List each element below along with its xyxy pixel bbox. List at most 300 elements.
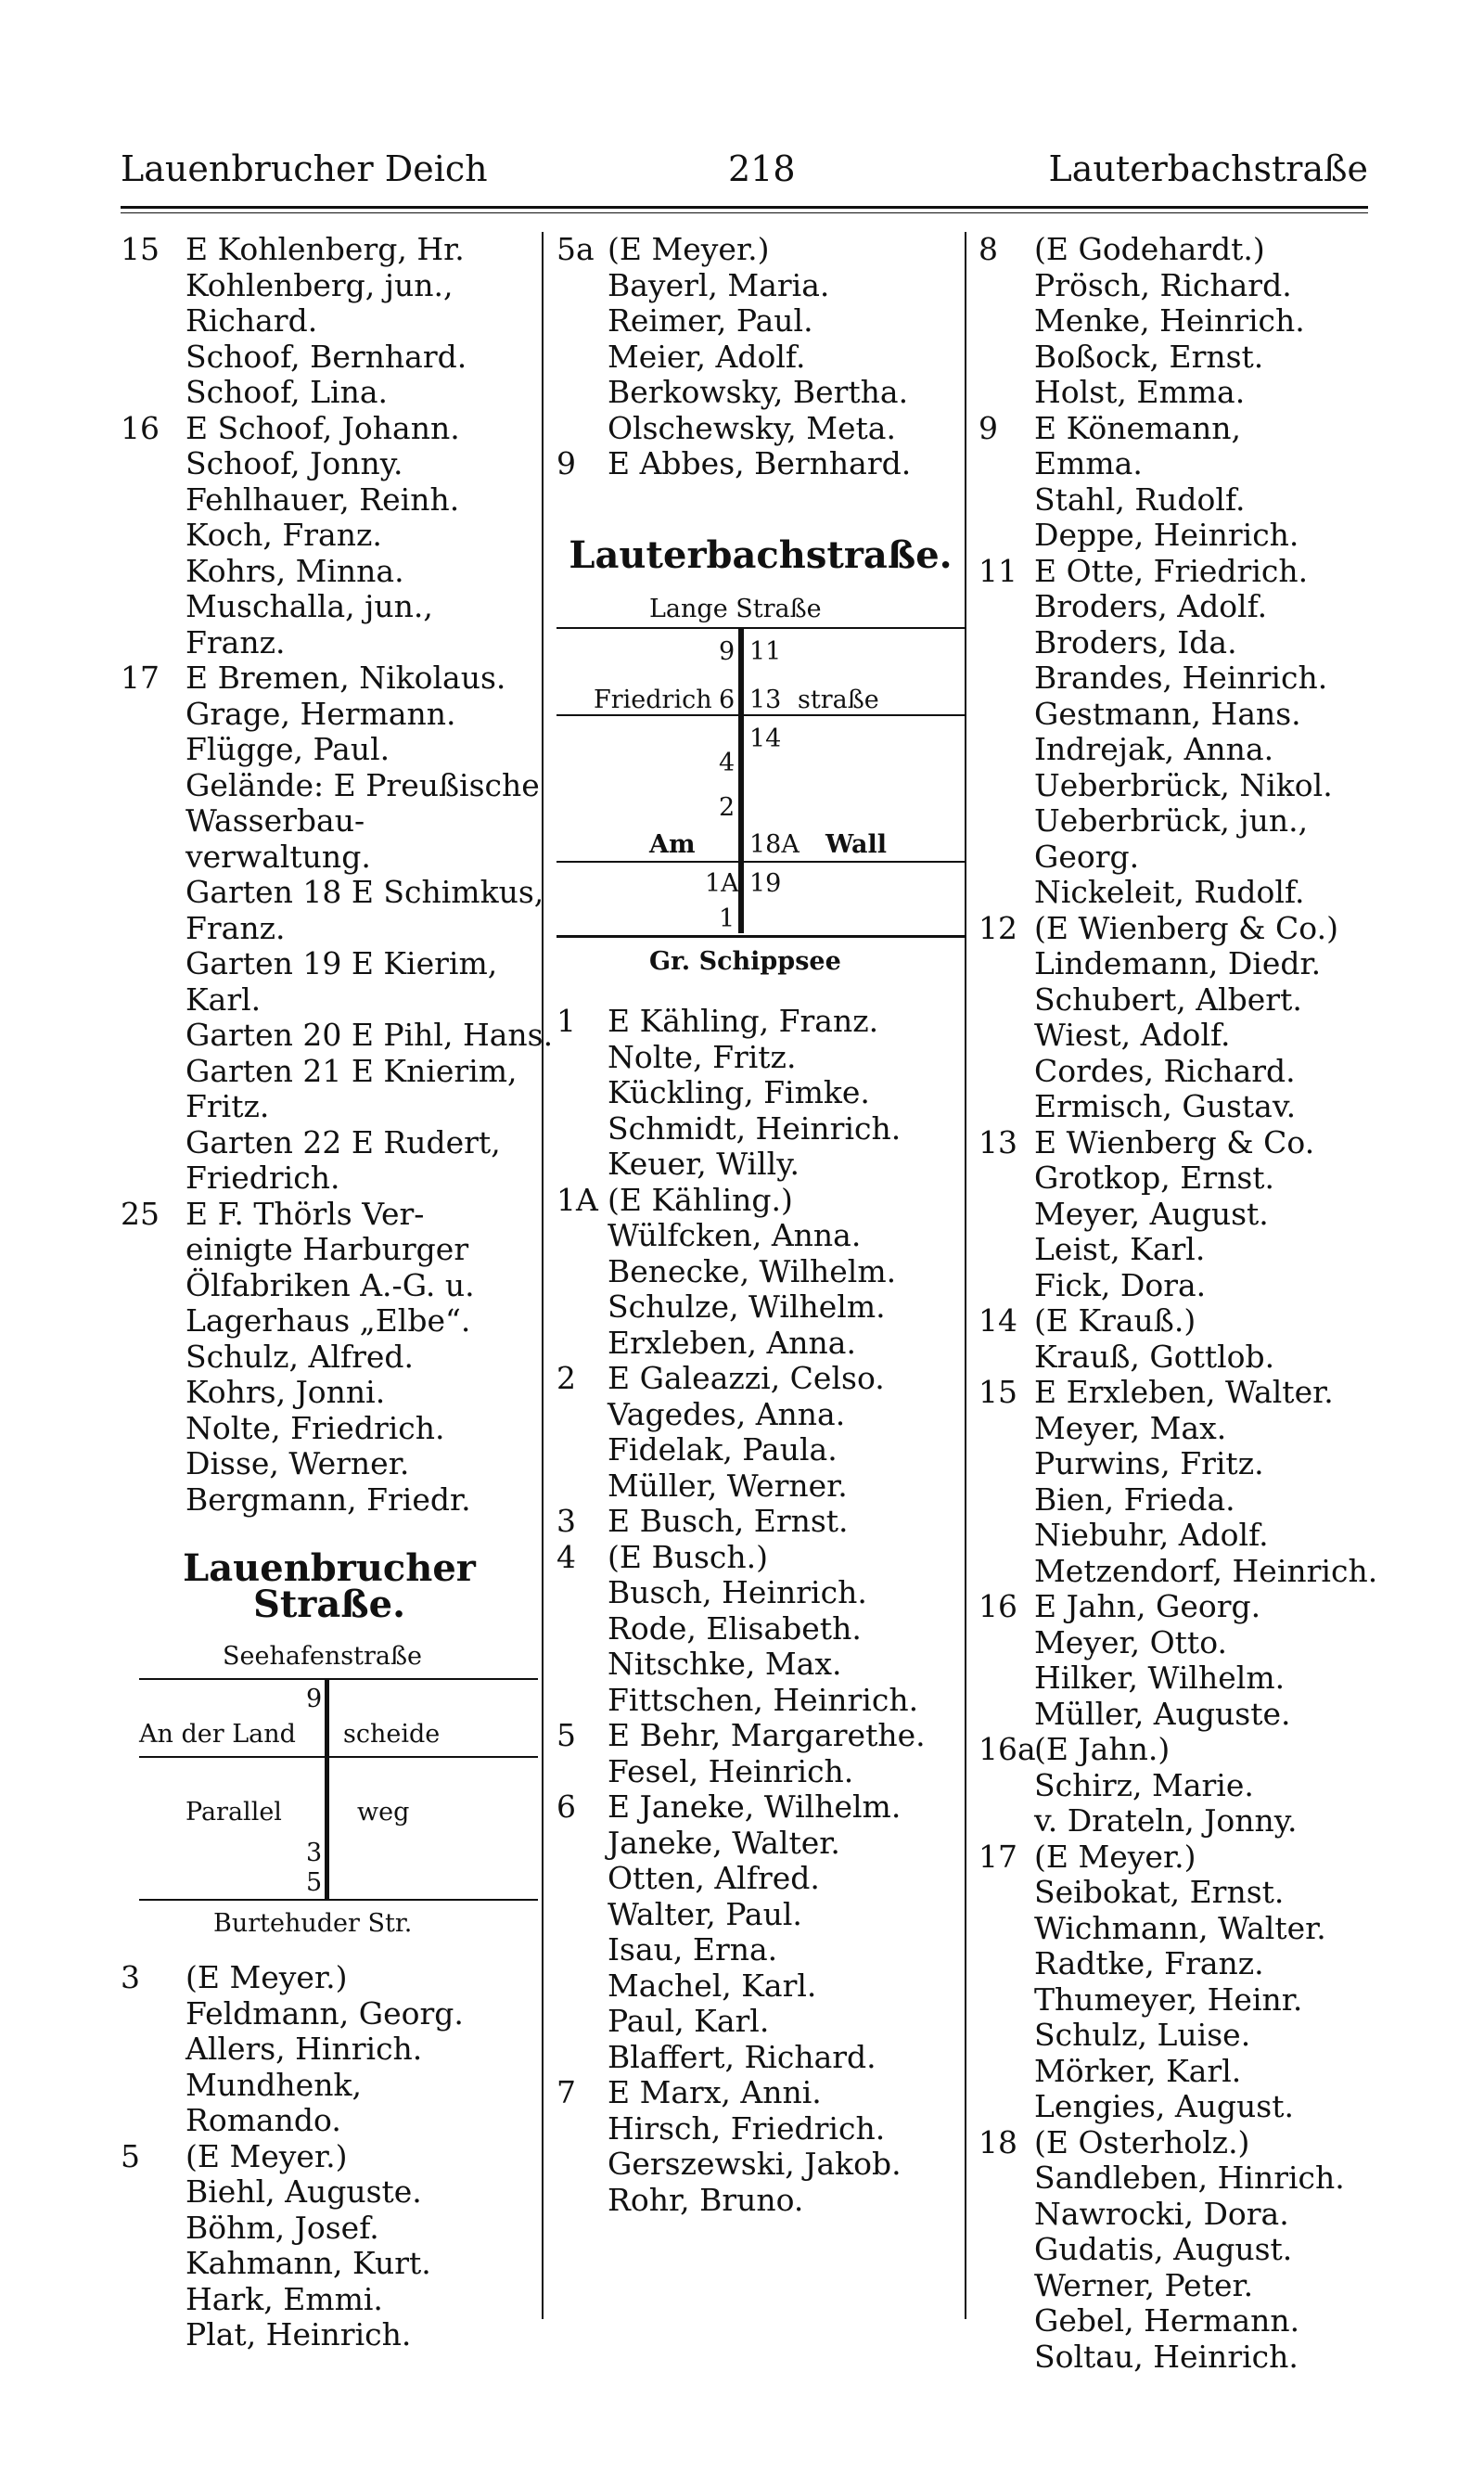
- diagram-label: weg: [357, 1798, 410, 1827]
- house-number: 18: [979, 2123, 1017, 2160]
- diagram-label: straße: [798, 686, 879, 714]
- directory-entry: [979, 1982, 1387, 2019]
- directory-entry: [121, 803, 538, 840]
- directory-entry: [979, 625, 1387, 661]
- directory-entry: [121, 2246, 538, 2282]
- entry-text: Georg.: [1034, 838, 1140, 875]
- directory-entry: [121, 2317, 538, 2353]
- column-divider-1: [542, 232, 544, 2319]
- house-number: 9: [979, 409, 998, 446]
- entry-text: (E Meyer.): [1034, 1838, 1196, 1875]
- entry-text: (E Busch.): [608, 1538, 768, 1575]
- directory-entry: [121, 2174, 538, 2211]
- entry-text: Metzendorf, Heinrich.: [1034, 1552, 1378, 1589]
- directory-entry: [979, 875, 1387, 911]
- entry-list: [556, 232, 965, 482]
- directory-entry: [556, 2075, 965, 2111]
- entry-text: Garten 21 E Knierim,: [186, 1052, 518, 1089]
- entry-text: Gebel, Hermann.: [1034, 2302, 1300, 2339]
- directory-entry: [979, 411, 1387, 447]
- directory-entry: [979, 1768, 1387, 1804]
- directory-entry: [979, 697, 1387, 733]
- entry-text: Bien, Frieda.: [1034, 1481, 1235, 1518]
- street-diagram: [121, 1639, 538, 1936]
- directory-entry: [979, 803, 1387, 840]
- entry-text: Garten 18 E Schimkus,: [186, 874, 544, 910]
- entry-text: Fick, Dora.: [1034, 1266, 1207, 1303]
- entry-text: Kahmann, Kurt.: [186, 2245, 431, 2281]
- entry-text: Cordes, Richard.: [1034, 1052, 1296, 1089]
- entry-text: Purwins, Fritz.: [1034, 1445, 1264, 1481]
- entry-text: Franz.: [186, 623, 286, 660]
- diagram-number: 4: [719, 749, 736, 777]
- diagram-number: 6: [719, 686, 736, 714]
- entry-text: Ueberbrück, Nikol.: [1034, 766, 1333, 803]
- entry-text: v. Drateln, Jonny.: [1034, 1802, 1298, 1839]
- entry-text: E F. Thörls Ver-: [186, 1195, 425, 1232]
- house-number: 15: [121, 231, 160, 267]
- house-number: 6: [556, 1788, 576, 1825]
- directory-entry: [121, 1054, 538, 1090]
- entry-text: Plat, Heinrich.: [186, 2316, 412, 2352]
- house-number: 14: [979, 1302, 1017, 1339]
- entry-text: Paul, Karl.: [608, 2003, 770, 2039]
- directory-entry: [979, 1839, 1387, 1876]
- diagram-top-street: Seehafenstraße: [223, 1642, 423, 1671]
- entry-text: Holst, Emma.: [1034, 374, 1246, 410]
- entry-text: Flügge, Paul.: [186, 731, 390, 767]
- entry-text: Keuer, Willy.: [608, 1146, 800, 1182]
- directory-entry: [556, 1397, 965, 1433]
- entry-text: Fesel, Heinrich.: [608, 1752, 854, 1789]
- entry-text: Blaffert, Richard.: [608, 2038, 876, 2075]
- entry-text: Richard.: [186, 302, 318, 339]
- entry-text: Berkowsky, Bertha.: [608, 374, 909, 410]
- entry-text: (E Wienberg & Co.): [1034, 909, 1338, 946]
- entry-text: Indrejak, Anna.: [1034, 731, 1274, 767]
- directory-entry: [979, 1160, 1387, 1197]
- directory-entry: [979, 1089, 1387, 1125]
- directory-entry: [979, 1197, 1387, 1233]
- entry-text: (E Meyer.): [608, 231, 770, 267]
- directory-entry: [556, 1289, 965, 1326]
- directory-entry: [121, 946, 538, 982]
- entry-text: Müller, Auguste.: [1034, 1695, 1291, 1732]
- diagram-number: 5: [306, 1868, 323, 1897]
- directory-entry: [556, 1183, 965, 1219]
- directory-entry: [979, 2054, 1387, 2090]
- entry-text: Stahl, Rudolf.: [1034, 481, 1246, 518]
- house-number: 16: [121, 409, 160, 446]
- header-rule: [121, 206, 1368, 209]
- directory-entry: [121, 1125, 538, 1161]
- directory-entry: [979, 482, 1387, 519]
- house-number: 16: [979, 1588, 1017, 1624]
- diagram-number: 3: [306, 1839, 323, 1867]
- entry-list: [121, 231, 554, 1518]
- directory-entry: [556, 268, 965, 304]
- directory-entry: [979, 1732, 1387, 1768]
- house-number: 5: [556, 1717, 576, 1753]
- directory-entry: [979, 840, 1387, 876]
- house-number: 13: [979, 1123, 1017, 1160]
- house-number: 8: [979, 231, 998, 267]
- diagram-bottom-street: Gr. Schippsee: [649, 947, 841, 976]
- entry-text: E Erxleben, Walter.: [1034, 1374, 1334, 1410]
- directory-entry: [556, 1326, 965, 1362]
- entry-text: (E Jahn.): [1034, 1731, 1171, 1767]
- column-1: [121, 231, 554, 2353]
- diagram-number: 18A: [749, 830, 800, 859]
- entry-text: Kückling, Fimke.: [608, 1074, 870, 1110]
- entry-text: Schulz, Alfred.: [186, 1338, 415, 1375]
- entry-text: Lindemann, Diedr.: [1034, 945, 1322, 981]
- entry-text: Franz.: [186, 909, 286, 946]
- directory-entry: [979, 1875, 1387, 1911]
- entry-text: Nickeleit, Rudolf.: [1034, 874, 1305, 910]
- directory-entry: [121, 1340, 538, 1376]
- directory-entry: [979, 2160, 1387, 2197]
- entry-text: verwaltung.: [186, 838, 371, 875]
- directory-entry: [121, 660, 538, 697]
- entry-text: Deppe, Heinrich.: [1034, 517, 1299, 553]
- entry-list: [556, 1004, 965, 2218]
- entry-text: Feldmann, Georg.: [186, 1994, 464, 2032]
- directory-entry: [979, 1268, 1387, 1304]
- entry-text: Lengies, August.: [1034, 2088, 1294, 2124]
- house-number: 25: [121, 1195, 160, 1232]
- entry-text: Meyer, Otto.: [1034, 1623, 1227, 1660]
- house-number: 5: [121, 2137, 140, 2174]
- house-number: 9: [556, 445, 576, 481]
- directory-entry: [556, 303, 965, 340]
- directory-entry: [121, 874, 544, 911]
- diagram-number: 9: [719, 637, 736, 666]
- entry-text: Bayerl, Maria.: [608, 266, 830, 303]
- entry-text: Wasserbau-: [186, 802, 365, 839]
- entry-text: Mundhenk,: [186, 2066, 362, 2103]
- entry-text: Nolte, Friedrich.: [186, 1409, 445, 1446]
- directory-entry: [979, 1375, 1387, 1411]
- entry-text: Friedrich.: [186, 1160, 340, 1196]
- entry-text: Grage, Hermann.: [186, 695, 456, 732]
- directory-entry: [556, 1218, 965, 1254]
- diagram-number: 2: [719, 793, 736, 822]
- entry-text: Emma.: [1034, 445, 1143, 481]
- entry-text: Müller, Werner.: [608, 1467, 848, 1504]
- directory-entry: [556, 1361, 965, 1397]
- directory-entry: [121, 2139, 538, 2175]
- diagram-number: 1: [719, 904, 736, 933]
- directory-entry: [121, 1303, 538, 1340]
- entry-text: E Busch, Ernst.: [608, 1503, 849, 1539]
- directory-entry: [121, 982, 538, 1019]
- directory-entry: [979, 2268, 1387, 2304]
- entry-text: Niebuhr, Adolf.: [1034, 1517, 1269, 1553]
- entry-text: Isau, Erna.: [608, 1931, 778, 1968]
- directory-entry: [121, 554, 538, 590]
- entry-text: Fehlhauer, Reinh.: [186, 481, 460, 518]
- entry-text: Schirz, Marie.: [1034, 1766, 1254, 1803]
- directory-entry: [121, 1375, 538, 1411]
- diagram-bottom-street: Burtehuder Str.: [213, 1909, 413, 1938]
- entry-text: Ueberbrück, jun.,: [1034, 802, 1309, 839]
- directory-entry: [556, 1647, 965, 1683]
- directory-entry: [979, 2089, 1387, 2125]
- directory-entry: [556, 2004, 965, 2040]
- entry-text: einigte Harburger: [186, 1231, 469, 1267]
- diagram-line: [139, 1899, 538, 1901]
- directory-entry: [556, 1540, 965, 1576]
- directory-entry: [979, 589, 1387, 625]
- entry-text: Sandleben, Hinrich.: [1034, 2160, 1345, 2196]
- entry-text: E Galeazzi, Celso.: [608, 1360, 885, 1396]
- page-header: [121, 148, 1368, 195]
- entry-text: Seibokat, Ernst.: [1034, 1874, 1285, 1910]
- directory-entry: [979, 340, 1387, 376]
- entry-text: E Könemann,: [1034, 409, 1241, 446]
- entry-text: E Wienberg & Co.: [1034, 1123, 1315, 1160]
- directory-entry: [121, 1996, 538, 2032]
- entry-text: (E Kähling.): [608, 1181, 793, 1218]
- diagram-vertical: [325, 1678, 329, 1899]
- entry-text: Gestmann, Hans.: [1034, 695, 1301, 732]
- directory-entry: [121, 2103, 538, 2139]
- directory-entry: [979, 2018, 1387, 2054]
- directory-entry: [556, 340, 965, 376]
- entry-text: Walter, Paul.: [608, 1895, 802, 1932]
- entry-text: Otten, Alfred.: [608, 1860, 820, 1896]
- entry-text: Schoof, Bernhard.: [186, 338, 467, 375]
- directory-entry: [979, 946, 1387, 982]
- directory-entry: [556, 1718, 965, 1754]
- entry-text: Kohlenberg, jun.,: [186, 266, 454, 303]
- directory-entry: [556, 1754, 965, 1790]
- header-left-street: Lauenbrucher Deich: [121, 148, 488, 189]
- directory-entry: [556, 1040, 965, 1076]
- directory-entry: [979, 1589, 1387, 1625]
- entry-text: Garten 22 E Rudert,: [186, 1123, 501, 1160]
- entry-text: Hark, Emmi.: [186, 2280, 383, 2317]
- house-number: 5a: [556, 231, 595, 267]
- directory-entry: [979, 1232, 1387, 1268]
- entry-text: (E Krauß.): [1034, 1302, 1196, 1339]
- entry-text: Machel, Karl.: [608, 1967, 817, 2004]
- entry-text: Ölfabriken A.-G. u.: [186, 1266, 475, 1303]
- entry-text: Broders, Adolf.: [1034, 588, 1268, 624]
- diagram-number: 13: [749, 686, 782, 714]
- diagram-label: Parallel: [186, 1798, 282, 1827]
- diagram-number: 11: [749, 637, 782, 666]
- directory-entry: [979, 518, 1387, 554]
- section-heading: Lauenbrucher Straße.: [183, 1546, 476, 1626]
- entry-text: Wichmann, Walter.: [1034, 1909, 1326, 1946]
- entry-text: Disse, Werner.: [186, 1445, 410, 1481]
- directory-entry: [121, 1017, 554, 1054]
- directory-entry: [979, 982, 1387, 1019]
- diagram-line: [556, 861, 965, 863]
- directory-entry: [979, 2197, 1387, 2233]
- entry-text: Rohr, Bruno.: [608, 2181, 804, 2218]
- directory-entry: [121, 1411, 538, 1447]
- directory-entry: [556, 1254, 965, 1290]
- entry-text: Ermisch, Gustav.: [1034, 1088, 1297, 1124]
- entry-text: Lagerhaus „Elbe“.: [186, 1302, 471, 1339]
- entry-text: Broders, Ida.: [1034, 623, 1237, 660]
- directory-entry: [979, 232, 1387, 268]
- entry-text: Gudatis, August.: [1034, 2231, 1293, 2267]
- entry-text: Karl.: [186, 981, 262, 1018]
- directory-entry: [556, 2147, 965, 2183]
- entry-text: (E Godehardt.): [1034, 231, 1265, 267]
- directory-entry: [121, 732, 538, 768]
- directory-entry: [121, 340, 538, 376]
- directory-entry: [121, 840, 538, 876]
- directory-entry: [121, 446, 538, 482]
- directory-entry: [556, 1575, 965, 1611]
- directory-entry: [979, 1554, 1387, 1590]
- house-number: 1A: [556, 1181, 598, 1218]
- directory-entry: [979, 1803, 1387, 1839]
- directory-entry: [121, 589, 538, 625]
- entry-text: (E Meyer.): [186, 2137, 348, 2174]
- directory-entry: [556, 232, 965, 268]
- directory-entry: [121, 2068, 538, 2104]
- entry-text: Schoof, Jonny.: [186, 445, 403, 481]
- entry-text: Fidelak, Paula.: [608, 1431, 838, 1468]
- entry-text: Brandes, Heinrich.: [1034, 660, 1328, 696]
- directory-entry: [979, 1660, 1387, 1697]
- entry-text: Gerszewski, Jakob.: [608, 2146, 902, 2182]
- entry-text: Schubert, Albert.: [1034, 981, 1302, 1018]
- directory-entry: [979, 303, 1387, 340]
- diagram-line: [139, 1756, 538, 1758]
- header-rule-thin: [121, 212, 1368, 213]
- directory-entry: [556, 1432, 965, 1468]
- directory-entry: [979, 1625, 1387, 1661]
- entry-text: (E Osterholz.): [1034, 2123, 1250, 2160]
- directory-entry: [121, 1446, 538, 1482]
- entry-text: Böhm, Josef.: [186, 2209, 379, 2246]
- directory-entry: [121, 1160, 538, 1197]
- directory-entry: [121, 2282, 538, 2318]
- entry-text: Kohrs, Jonni.: [186, 1374, 386, 1410]
- directory-entry: [121, 482, 538, 519]
- entry-text: (E Meyer.): [186, 1959, 348, 1995]
- entry-text: Fritz.: [186, 1088, 270, 1124]
- directory-entry: [121, 375, 538, 411]
- house-number: 15: [979, 1374, 1017, 1410]
- directory-entry: [979, 660, 1387, 697]
- directory-entry: [556, 446, 965, 482]
- diagram-line: [556, 627, 965, 629]
- diagram-label: Wall: [825, 830, 887, 859]
- entry-text: Meier, Adolf.: [608, 338, 806, 375]
- directory-entry: [979, 1518, 1387, 1554]
- directory-entry: [979, 1303, 1387, 1340]
- house-number: 3: [556, 1503, 576, 1539]
- entry-text: Radtke, Franz.: [1034, 1945, 1264, 1981]
- house-number: 1: [556, 1003, 576, 1039]
- diagram-line: [556, 935, 965, 938]
- directory-entry: [121, 1197, 538, 1233]
- entry-text: E Otte, Friedrich.: [1034, 552, 1309, 589]
- directory-entry: [979, 446, 1387, 482]
- entry-text: Meyer, August.: [1034, 1195, 1269, 1232]
- entry-text: Benecke, Wilhelm.: [608, 1252, 897, 1289]
- directory-entry: [979, 268, 1387, 304]
- house-number: 4: [556, 1538, 576, 1575]
- entry-text: Schulze, Wilhelm.: [608, 1288, 886, 1325]
- diagram-label: Friedrich: [594, 686, 712, 714]
- directory-entry: [979, 1125, 1387, 1161]
- directory-entry: [556, 1504, 965, 1540]
- directory-entry: [979, 1946, 1387, 1982]
- entry-list: [979, 232, 1387, 2375]
- directory-entry: [121, 911, 538, 947]
- directory-entry: [556, 2040, 965, 2076]
- directory-entry: [979, 1018, 1387, 1054]
- entry-text: E Jahn, Georg.: [1034, 1588, 1261, 1624]
- directory-entry: [979, 1911, 1387, 1947]
- directory-entry: [979, 2125, 1387, 2161]
- directory-entry: [556, 1897, 965, 1933]
- entry-text: Nitschke, Max.: [608, 1646, 842, 1682]
- entry-text: E Bremen, Nikolaus.: [186, 660, 506, 696]
- directory-entry: [556, 1004, 965, 1040]
- directory-entry: [556, 2183, 965, 2219]
- diagram-number: 19: [749, 869, 782, 898]
- entry-text: Werner, Peter.: [1034, 2266, 1254, 2303]
- directory-entry: [121, 2211, 538, 2247]
- entry-text: Janeke, Walter.: [608, 1824, 840, 1861]
- directory-entry: [556, 1789, 965, 1826]
- entry-text: E Janeke, Wilhelm.: [608, 1788, 902, 1825]
- directory-entry: [121, 625, 538, 661]
- directory-entry: [979, 2339, 1387, 2376]
- entry-list: [121, 1960, 538, 2353]
- directory-entry: [121, 1232, 538, 1268]
- entry-text: Schulz, Luise.: [1034, 2017, 1251, 2053]
- entry-text: Garten 19 E Kierim,: [186, 945, 498, 981]
- entry-text: Allers, Hinrich.: [186, 2031, 423, 2067]
- entry-text: E Behr, Margarethe.: [608, 1717, 926, 1753]
- entry-text: Wiest, Adolf.: [1034, 1017, 1231, 1053]
- directory-entry: [121, 232, 538, 268]
- house-number: 17: [979, 1838, 1017, 1875]
- directory-entry: [556, 1611, 965, 1647]
- entry-text: Nolte, Fritz.: [608, 1038, 797, 1075]
- directory-entry: [556, 1075, 965, 1111]
- entry-text: Leist, Karl.: [1034, 1231, 1206, 1267]
- entry-text: Thumeyer, Heinr.: [1034, 1980, 1303, 2018]
- entry-text: Grotkop, Ernst.: [1034, 1160, 1275, 1196]
- entry-text: Nawrocki, Dora.: [1034, 2195, 1289, 2232]
- directory-entry: [121, 768, 538, 804]
- entry-text: Garten 20 E Pihl, Hans.: [186, 1017, 554, 1053]
- directory-entry: [556, 1826, 965, 1862]
- entry-text: Soltau, Heinrich.: [1034, 2338, 1298, 2375]
- header-right-street: Lauterbachstraße: [1048, 148, 1368, 189]
- directory-entry: [979, 375, 1387, 411]
- entry-text: Gelände: E Preußische: [186, 766, 540, 803]
- directory-entry: [979, 1697, 1387, 1733]
- entry-text: Vagedes, Anna.: [608, 1395, 846, 1432]
- directory-entry: [121, 1482, 538, 1519]
- house-number: 3: [121, 1959, 140, 1995]
- entry-text: E Abbes, Bernhard.: [608, 445, 912, 481]
- directory-entry: [979, 732, 1387, 768]
